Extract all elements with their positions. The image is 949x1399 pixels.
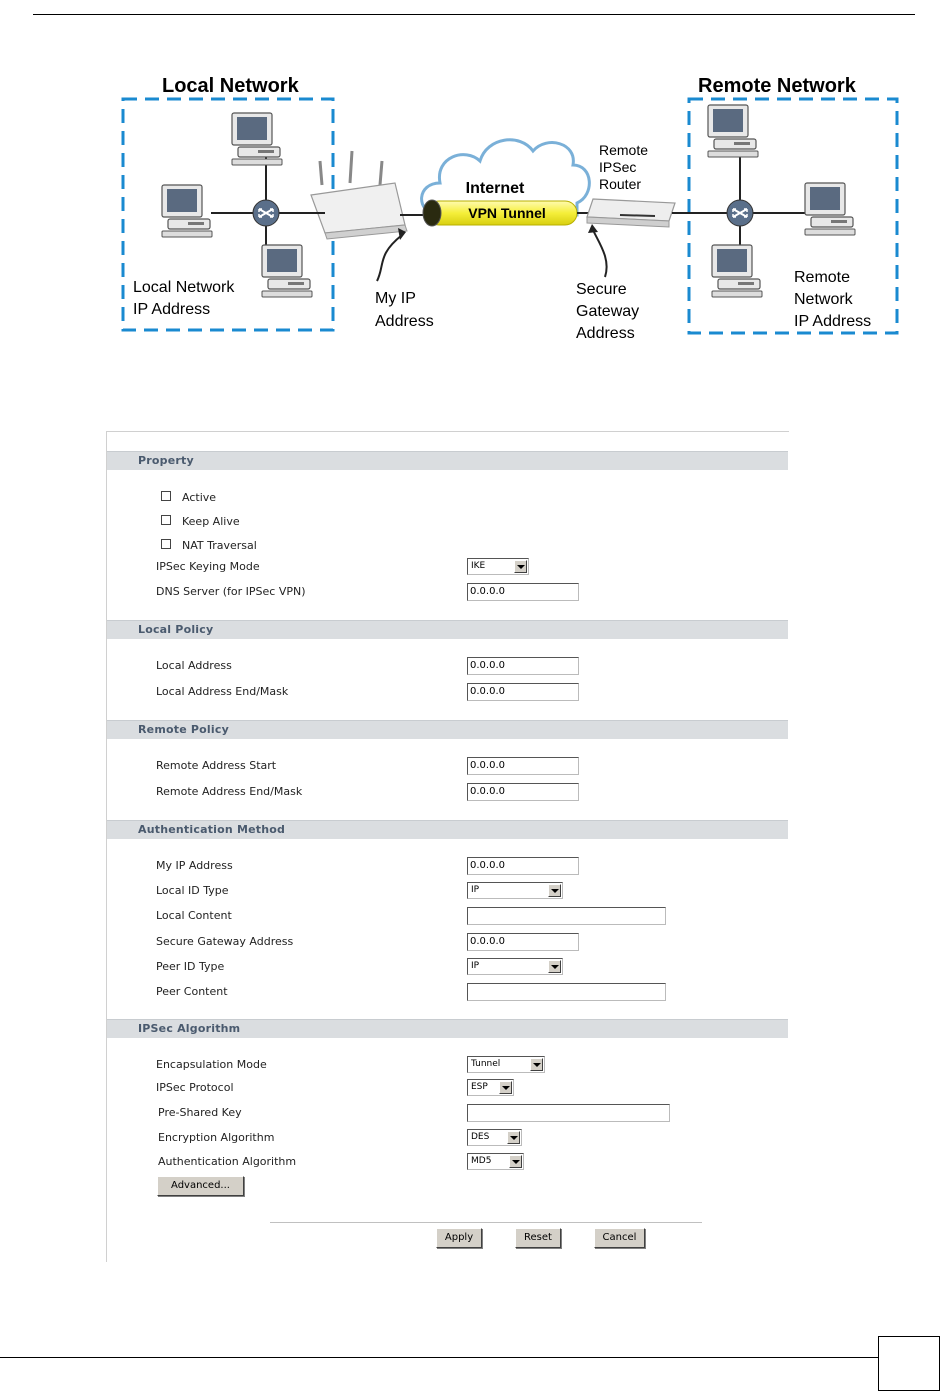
internet-label: Internet (465, 180, 525, 197)
local-content-input[interactable] (467, 907, 666, 925)
keying-mode-select[interactable]: IKE (467, 558, 529, 575)
encapsulation-mode-label: Encapsulation Mode (156, 1058, 267, 1071)
remote-address-end-input[interactable]: 0.0.0.0 (467, 783, 579, 801)
my-ip-arrow (377, 235, 402, 281)
encryption-algorithm-select[interactable]: DES (467, 1129, 522, 1146)
local-address-end-label: Local Address End/Mask (156, 685, 289, 698)
apply-button[interactable]: Apply (436, 1228, 482, 1248)
remote-address-start-label: Remote Address Start (156, 759, 277, 772)
pre-shared-key-input[interactable] (467, 1104, 670, 1122)
local-pc-icon (262, 245, 312, 297)
chevron-down-icon (507, 1131, 520, 1144)
nat-traversal-checkbox[interactable] (161, 539, 171, 549)
advanced-button[interactable]: Advanced... (157, 1176, 244, 1196)
remote-switch-icon (727, 200, 753, 226)
ipsec-protocol-label: IPSec Protocol (156, 1081, 234, 1094)
my-ip-address-label: My IP Address (375, 290, 434, 330)
peer-content-input[interactable] (467, 983, 666, 1001)
chevron-down-icon (509, 1155, 522, 1168)
secure-gateway-address-label: Secure Gateway Address (576, 281, 640, 342)
cancel-button[interactable]: Cancel (594, 1228, 645, 1248)
dns-server-label: DNS Server (for IPSec VPN) (156, 585, 306, 598)
local-address-label: Local Address (156, 659, 232, 672)
section-header-ipsec-algorithm: IPSec Algorithm (107, 1019, 788, 1038)
remote-ipsec-router-icon (587, 199, 675, 227)
local-network-ip-label: Local Network IP Address (133, 279, 235, 318)
chevron-down-icon (548, 960, 561, 973)
local-pc-icon (162, 185, 212, 237)
active-label: Active (182, 491, 217, 504)
access-point-icon (311, 151, 407, 239)
chevron-down-icon (514, 560, 527, 573)
remote-pc-icon (708, 105, 758, 157)
chevron-down-icon (530, 1058, 543, 1071)
my-ip-address-label: My IP Address (156, 859, 233, 872)
section-header-authentication-method: Authentication Method (107, 820, 788, 839)
chevron-down-icon (548, 884, 561, 897)
secure-gateway-address-input[interactable]: 0.0.0.0 (467, 933, 579, 951)
peer-id-type-select[interactable]: IP (467, 958, 563, 975)
peer-content-label: Peer Content (156, 985, 228, 998)
chevron-down-icon (499, 1081, 512, 1094)
vpn-tunnel-label: VPN Tunnel (468, 205, 546, 221)
section-header-local-policy: Local Policy (107, 620, 788, 639)
secure-gateway-address-label: Secure Gateway Address (156, 935, 294, 948)
keep-alive-checkbox[interactable] (161, 515, 171, 525)
local-id-type-label: Local ID Type (156, 884, 229, 897)
local-address-end-input[interactable]: 0.0.0.0 (467, 683, 579, 701)
page-number-box (878, 1336, 940, 1391)
nat-traversal-label: NAT Traversal (182, 539, 257, 552)
vpn-network-diagram (115, 65, 905, 350)
secure-gateway-arrow (593, 230, 607, 277)
local-switch-icon (253, 200, 279, 226)
keying-mode-label: IPSec Keying Mode (156, 560, 260, 573)
authentication-algorithm-label: Authentication Algorithm (158, 1155, 297, 1168)
section-header-remote-policy: Remote Policy (107, 720, 788, 739)
section-header-property: Property (107, 451, 788, 470)
remote-router-label: Remote IPSec Router (599, 142, 649, 192)
authentication-algorithm-select[interactable]: MD5 (467, 1153, 524, 1170)
remote-network-title: Remote Network (698, 75, 856, 97)
local-network-title: Local Network (162, 75, 299, 97)
pre-shared-key-label: Pre-Shared Key (158, 1106, 242, 1119)
page-top-rule (33, 14, 915, 15)
local-content-label: Local Content (156, 909, 232, 922)
remote-network-ip-label: Remote Network IP Address (794, 269, 872, 330)
encryption-algorithm-label: Encryption Algorithm (158, 1131, 275, 1144)
reset-button[interactable]: Reset (515, 1228, 561, 1248)
encapsulation-mode-select[interactable]: Tunnel (467, 1056, 545, 1073)
remote-address-start-input[interactable]: 0.0.0.0 (467, 757, 579, 775)
ipsec-protocol-select[interactable]: ESP (467, 1079, 514, 1096)
local-id-type-select[interactable]: IP (467, 882, 563, 899)
keep-alive-label: Keep Alive (182, 515, 240, 528)
button-separator (270, 1222, 702, 1223)
remote-pc-icon (805, 183, 855, 235)
active-checkbox[interactable] (161, 491, 171, 501)
dns-server-input[interactable]: 0.0.0.0 (467, 583, 579, 601)
page-bottom-rule (0, 1357, 878, 1358)
local-address-input[interactable]: 0.0.0.0 (467, 657, 579, 675)
remote-address-end-label: Remote Address End/Mask (156, 785, 303, 798)
remote-pc-icon (712, 245, 762, 297)
peer-id-type-label: Peer ID Type (156, 960, 225, 973)
local-pc-icon (232, 113, 282, 165)
my-ip-address-input[interactable]: 0.0.0.0 (467, 857, 579, 875)
